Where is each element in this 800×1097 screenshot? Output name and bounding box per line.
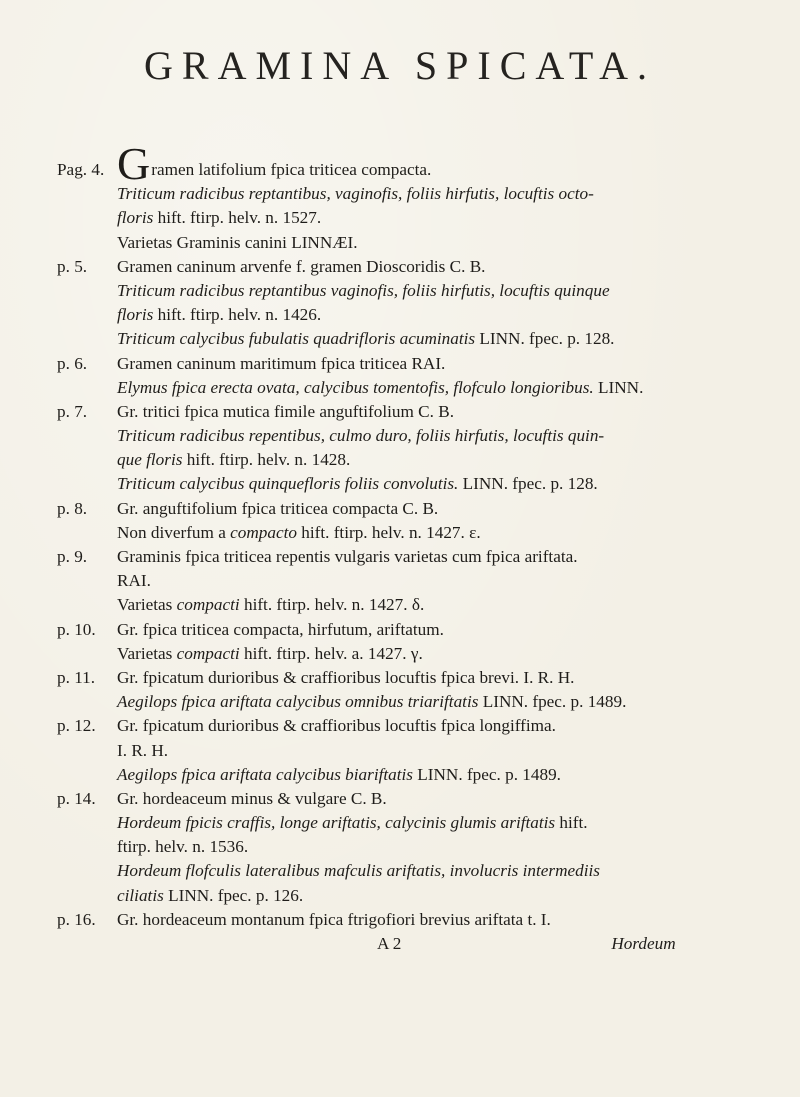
italic-text: Triticum calycibus quinquefloris foliis convolutis. [117, 474, 459, 494]
roman-text: hift. ftirp. helv. n. 1428. [182, 450, 351, 470]
text-line [57, 279, 777, 303]
text-line [57, 182, 777, 206]
italic-text: floris [117, 208, 154, 228]
entries-list [57, 138, 777, 956]
italic-text: ciliatis [117, 885, 164, 905]
text-line [57, 448, 777, 472]
text-line [57, 352, 777, 376]
text-line [57, 884, 777, 908]
italic-text: Aegilops fpica ariftata calycibus biariftatis [117, 764, 413, 784]
italic-text: que floris [117, 450, 183, 470]
roman-text: LINN. fpec. p. 128. [475, 329, 615, 349]
roman-text: Varietas [117, 595, 177, 615]
signature-mark: A 2 [377, 934, 402, 953]
roman-text: ramen latifolium fpica triticea compacta. [151, 160, 432, 179]
italic-text: Triticum radicibus reptantibus vaginofis, foliis hirfutis, locuftis quinque [117, 280, 610, 300]
italic-text: Triticum calycibus fubulatis quadrifloris acuminatis [117, 329, 476, 349]
italic-text: Elymus fpica erecta ovata, calycibus tomentofis, flofculo longioribus. [117, 377, 594, 397]
roman-text: LINN. fpec. p. 1489. [413, 764, 561, 784]
roman-text: Gr. tritici fpica mutica fimile anguftifolium C. B. [117, 401, 454, 421]
italic-text: Hordeum fpicis craffis, longe ariftatis, calycinis glumis ariftatis [117, 813, 556, 833]
roman-text: Gr. fpicatum durioribus & craffioribus locuftis fpica longiffima. [117, 716, 556, 736]
roman-text: Varietas Graminis canini LINNÆI. [117, 232, 358, 252]
text-line [57, 424, 777, 448]
italic-text: Triticum radicibus repentibus, culmo duro, foliis hirfutis, locuftis quin- [117, 426, 605, 446]
roman-text: hift. ftirp. helv. n. 1427. δ. [239, 595, 425, 615]
page-reference: p. 10. [57, 619, 96, 639]
text-line [57, 787, 777, 811]
roman-text: ftirp. helv. n. 1536. [117, 837, 249, 857]
text-line [57, 569, 777, 593]
roman-text: I. R. H. [117, 740, 169, 760]
italic-text: Aegilops fpica ariftata calycibus omnibus triariftatis [117, 692, 479, 712]
roman-text: Gramen caninum arvenfe f. gramen Dioscoridis C. B. [117, 256, 486, 276]
text-line [57, 497, 777, 521]
page-reference: p. 6. [57, 353, 88, 373]
roman-text: Gr. fpicatum durioribus & craffioribus locuftis fpica brevi. I. R. H. [117, 667, 575, 687]
text-line [57, 835, 777, 859]
roman-text: hift. ftirp. helv. n. 1427. ε. [296, 522, 481, 542]
text-line [57, 739, 777, 763]
roman-text: LINN. fpec. p. 1489. [478, 692, 627, 712]
text-line [57, 376, 777, 400]
text-line [57, 666, 777, 690]
italic-text: compacti [176, 595, 240, 615]
roman-text: Gr. fpica triticea compacta, hirfutum, ariftatum. [117, 619, 444, 639]
roman-text: hift. ftirp. helv. n. 1426. [153, 305, 322, 325]
page-reference: p. 14. [57, 788, 96, 808]
roman-text: Graminis fpica triticea repentis vulgaris varietas cum fpica ariftata. [117, 547, 578, 566]
page-reference: Pag. 4. [57, 160, 105, 179]
roman-text: hift. [555, 813, 588, 833]
text-line [57, 763, 777, 787]
page-reference: p. 12. [57, 716, 96, 736]
text-line [57, 472, 777, 496]
catchword: Hordeum [611, 934, 676, 953]
text-line [57, 811, 777, 835]
roman-text: Non diverfum a [117, 522, 231, 542]
text-line [57, 908, 777, 932]
italic-text: Hordeum flofculis lateralibus mafculis ariftatis, involucris intermediis [117, 861, 600, 881]
page-reference: p. 8. [57, 498, 88, 518]
text-line [57, 593, 777, 617]
page-reference: p. 5. [57, 256, 88, 276]
page-reference: p. 9. [57, 547, 88, 566]
roman-text: Varietas [117, 643, 177, 663]
roman-text: Gr. hordeaceum montanum fpica ftrigofiori brevius ariftata t. I. [117, 909, 551, 929]
page-title: GRAMINA SPICATA. [144, 43, 656, 88]
drop-cap-letter: G [117, 138, 151, 189]
roman-text: Gr. hordeaceum minus & vulgare C. B. [117, 788, 387, 808]
roman-text: LINN. [593, 377, 644, 397]
italic-text: compacto [230, 522, 297, 542]
text-line [57, 618, 777, 642]
text-line [57, 138, 777, 189]
roman-text: RAI. [117, 571, 151, 591]
page-footer [57, 932, 777, 956]
roman-text: Gramen caninum maritimum fpica triticea RAI. [117, 353, 446, 373]
text-line [57, 642, 777, 666]
roman-text: LINN. fpec. p. 128. [458, 474, 598, 494]
italic-text: compacti [176, 643, 240, 663]
text-line [57, 545, 777, 569]
text-line [57, 400, 777, 424]
roman-text: hift. ftirp. helv. a. 1427. γ. [239, 643, 423, 663]
page-reference: p. 7. [57, 401, 88, 421]
page-reference: p. 11. [57, 667, 96, 687]
text-line [57, 714, 777, 738]
text-line [57, 859, 777, 883]
roman-text: hift. ftirp. helv. n. 1527. [153, 208, 322, 228]
text-line [57, 255, 777, 279]
roman-text: Gr. anguftifolium fpica triticea compacta C. B. [117, 498, 439, 518]
text-line [57, 303, 777, 327]
italic-text: Triticum radicibus reptantibus, vaginofis, foliis hirfutis, locuftis octo- [117, 184, 594, 204]
text-line [57, 690, 777, 714]
page-reference: p. 16. [57, 909, 96, 929]
text-line [57, 521, 777, 545]
italic-text: floris [117, 305, 154, 325]
text-line [57, 231, 777, 255]
text-line [57, 327, 777, 351]
roman-text: LINN. fpec. p. 126. [163, 885, 304, 905]
text-line [57, 206, 777, 230]
